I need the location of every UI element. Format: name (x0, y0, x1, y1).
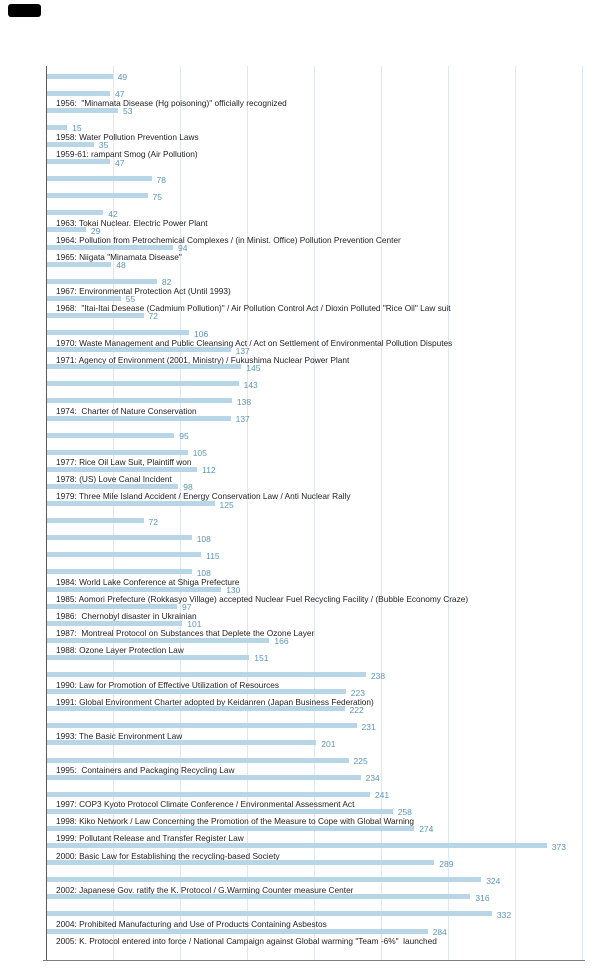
value-label-1991: 223 (350, 687, 365, 698)
value-label-1972: 145 (246, 362, 261, 373)
value-label-1995: 225 (353, 756, 368, 766)
value-label-1990: 238 (370, 670, 386, 681)
bar-1973 (47, 381, 239, 386)
annotation-1964: 1964: Pollution from Petrochemical Complexes / (in Minist. Office) Pollution Prevention Center (56, 234, 401, 245)
bar-1956 (47, 91, 110, 96)
annotation-1958: 1958: Water Pollution Prevention Laws (56, 132, 199, 143)
value-label-2003: 316 (475, 892, 490, 903)
annotation-1991: 1991: Global Environment Charter adopted by Keidanren (Japan Business Federation) (56, 696, 374, 707)
value-label-1969: 72 (148, 311, 158, 322)
value-label-2004: 332 (496, 909, 512, 920)
bar-1972 (47, 364, 241, 369)
annotation-1956: 1956: "Minamata Disease (Hg poisoning)" officially recognized (56, 98, 287, 109)
value-label-1982: 108 (196, 533, 211, 544)
value-label-1979: 98 (183, 482, 193, 493)
bar-1967 (47, 279, 157, 284)
value-label-1966: 48 (116, 260, 126, 271)
value-label-1970: 106 (194, 328, 209, 339)
value-label-1977: 105 (192, 448, 207, 459)
annotation-2005: 2005: K. Protocol entered into force / National Campaign against Global warming "Team -6%" launched (56, 936, 437, 946)
bar-1988 (47, 638, 269, 643)
bar-1961 (47, 176, 152, 181)
bar-1980 (47, 501, 215, 506)
value-label-1956: 47 (115, 89, 125, 100)
value-label-1959: 35 (98, 140, 109, 151)
bar-1958 (47, 125, 67, 130)
gridline (515, 66, 516, 960)
bar-1999 (47, 826, 414, 831)
bar-1968 (47, 296, 121, 301)
bar-1977 (47, 450, 188, 455)
annotation-1984: 1984: World Lake Conference at Shiga Prefecture (56, 576, 240, 587)
annotation-1985: 1985: Aomori Prefecture (Rokkasyo Village) accepted Nuclear Fuel Recycling Facility / (Bubble Economy Craze) (56, 594, 469, 604)
bar-1991 (47, 689, 346, 694)
annotation-1968: 1968: "Itai-Itai Desease (Cadmium Pollution)" / Air Pollution Control Act / Dioxin Polluted "Rice Oil" Law suit (56, 303, 451, 314)
value-label-1965: 94 (178, 243, 188, 253)
bar-1969 (47, 313, 144, 318)
bar-1979 (47, 484, 178, 489)
bar-1983 (47, 552, 201, 557)
bar-2005 (47, 929, 428, 934)
value-label-1994: 201 (321, 738, 336, 749)
value-label-1998: 258 (397, 807, 412, 818)
bar-1985 (47, 587, 221, 592)
annotation-1963: 1963: Tokai Nuclear. Electric Power Plant (56, 217, 208, 228)
value-label-1997: 241 (374, 790, 390, 801)
bar-1992 (47, 706, 345, 711)
bar-1997 (47, 792, 370, 797)
annotation-1988: 1988: Ozone Layer Protection Law (56, 645, 184, 656)
gridline (448, 66, 449, 960)
bar-1998 (47, 809, 393, 814)
value-label-1993: 231 (361, 721, 376, 732)
value-label-1986: 97 (182, 602, 192, 613)
annotation-1997: 1997: COP3 Kyoto Protocol Climate Conference / Environmental Assessment Act (56, 799, 355, 810)
annotation-1986: 1986: Chernobyl disaster in Ukrainian (56, 611, 197, 622)
value-label-1962: 75 (152, 191, 162, 202)
value-label-1980: 125 (219, 499, 234, 510)
value-label-1971: 137 (235, 345, 250, 356)
annotation-1993: 1993: The Basic Environment Law (56, 730, 183, 741)
value-label-1984: 108 (196, 567, 211, 578)
value-label-1967: 82 (161, 277, 172, 288)
value-label-1983: 115 (206, 550, 220, 561)
bar-2003 (47, 894, 470, 899)
annotation-1977: 1977: Rice Oil Law Suit, Plaintiff won (56, 457, 192, 468)
value-label-1985: 130 (226, 585, 241, 595)
annotation-1995: 1995: Containers and Packaging Recycling Law (56, 765, 235, 775)
bar-2000 (47, 843, 547, 848)
value-label-1964: 29 (90, 225, 101, 236)
value-label-1978: 112 (202, 465, 216, 476)
value-label-2000: 373 (551, 841, 566, 852)
bar-1966 (47, 262, 111, 267)
value-label-1968: 55 (125, 294, 136, 305)
value-label-1987: 101 (187, 619, 202, 630)
value-label-1989: 151 (254, 653, 269, 664)
value-label-1963: 42 (108, 208, 118, 219)
value-label-1958: 15 (72, 123, 82, 134)
bar-1976 (47, 433, 174, 438)
value-label-1973: 143 (243, 379, 258, 390)
annotation-1979: 1979: Three Mile Island Accident / Energy Conservation Law / Anti Nuclear Rally (56, 491, 351, 502)
value-label-1957: 53 (123, 106, 133, 117)
annotation-1959: 1959-61: rampant Smog (Air Pollution) (56, 149, 198, 160)
bar-1995 (47, 758, 349, 763)
annotation-1999: 1999: Pollutant Release and Transfer Register Law (56, 833, 244, 844)
annotation-1978: 1978: (US) Love Canal Incident (56, 474, 172, 485)
gridline (582, 66, 583, 960)
bar-1963 (47, 210, 103, 215)
value-label-1996: 234 (365, 773, 380, 784)
bar-1957 (47, 108, 118, 113)
value-label-1999: 274 (419, 824, 434, 835)
value-label-1955: 49 (117, 72, 128, 82)
bar-1996 (47, 775, 361, 780)
value-label-1975: 137 (235, 414, 250, 424)
bar-1971 (47, 347, 231, 352)
value-label-1992: 222 (349, 704, 364, 715)
annotation-1974: 1974: Charter of Nature Conservation (56, 405, 197, 416)
bar-1962 (47, 193, 148, 198)
bar-1960 (47, 159, 110, 164)
bar-1959 (47, 142, 94, 147)
annotation-1971: 1971: Agency of Environment (2001, Ministry) / Fukushima Nuclear Power Plant (56, 354, 350, 365)
value-label-1974: 138 (236, 396, 252, 407)
bar-1981 (47, 518, 144, 523)
value-label-1976: 95 (179, 431, 189, 442)
annotation-1998: 1998: Kiko Network / Law Concerning the Promotion of the Measure to Cope with Global Warning (56, 816, 415, 827)
bar-2001 (47, 860, 434, 865)
x-axis-line (43, 960, 585, 961)
bar-1989 (47, 655, 249, 660)
value-label-2005: 284 (432, 927, 447, 937)
value-label-1988: 166 (274, 636, 289, 647)
value-label-2002: 324 (486, 875, 501, 886)
bar-1974 (47, 398, 232, 403)
bar-1987 (47, 621, 182, 626)
bar-1964 (47, 227, 86, 232)
value-label-1960: 47 (115, 157, 125, 168)
annotation-1965: 1965: Niigata "Minamata Disease" (56, 252, 182, 262)
bar-1994 (47, 740, 316, 745)
bar-1982 (47, 535, 192, 540)
bar-1990 (47, 672, 366, 677)
bar-1978 (47, 467, 197, 472)
annotation-2004: 2004: Prohibited Manufacturing and Use of Products Containing Asbestos (56, 918, 327, 929)
annotation-2002: 2002: Japanese Gov. ratify the K. Protocol / G.Warming Counter measure Center (56, 884, 354, 895)
annotation-1970: 1970: Waste Management and Public Cleansing Act / Act on Settlement of Environmental Pollution Disputes (56, 337, 453, 348)
bar-1965 (47, 245, 173, 250)
bar-1984 (47, 569, 192, 574)
bar-2002 (47, 877, 481, 882)
annotation-1987: 1987: Montreal Protocol on Substances that Deplete the Ozone Layer (56, 628, 315, 639)
bar-1955 (47, 74, 113, 79)
bar-1993 (47, 723, 357, 728)
value-label-1961: 78 (156, 174, 166, 185)
value-label-1981: 72 (148, 516, 158, 527)
bar-1975 (47, 416, 231, 421)
bar-2004 (47, 911, 492, 916)
bar-1986 (47, 604, 177, 609)
value-label-2001: 289 (439, 858, 454, 869)
bar-1970 (47, 330, 189, 335)
annotation-1990: 1990: Law for Promotion of Effective Utilization of Resources (56, 679, 280, 690)
annotation-1967: 1967: Environmental Protection Act (Until 1993) (56, 286, 231, 297)
annotation-2000: 2000: Basic Law for Establishing the recycling-based Society (56, 850, 280, 861)
